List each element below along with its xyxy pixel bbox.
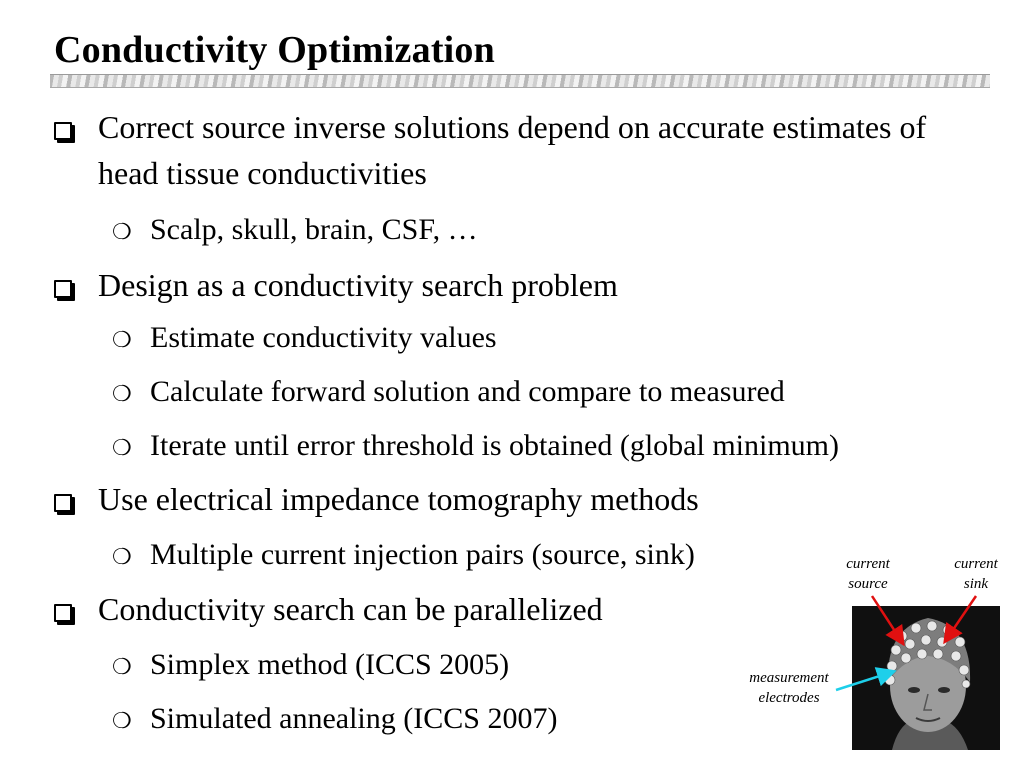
circle-bullet-icon: ❍ bbox=[112, 435, 132, 460]
bullet-item: Design as a conductivity search problem bbox=[98, 267, 618, 303]
circle-bullet-icon: ❍ bbox=[112, 654, 132, 679]
circle-bullet-icon: ❍ bbox=[112, 381, 132, 406]
circle-bullet-icon: ❍ bbox=[112, 544, 132, 569]
circle-bullet-icon: ❍ bbox=[112, 708, 132, 733]
sink-arrow bbox=[946, 596, 976, 640]
sub-bullet-item: Simulated annealing (ICCS 2007) bbox=[150, 702, 558, 735]
sub-bullet-item: Scalp, skull, brain, CSF, … bbox=[150, 213, 478, 246]
bullet-item: Correct source inverse solutions depend on accurate estimates of head tissue conductivities bbox=[98, 109, 927, 191]
sub-bullet-item: Simplex method (ICCS 2005) bbox=[150, 648, 510, 681]
bullet-item: Conductivity search can be parallelized bbox=[98, 591, 603, 627]
slide-title: Conductivity Optimization bbox=[54, 29, 495, 71]
bullet-item: Use electrical impedance tomography methods bbox=[98, 481, 699, 517]
sub-bullet-item: Estimate conductivity values bbox=[150, 321, 497, 354]
measurement-electrodes-text: measurement electrodes bbox=[749, 670, 829, 706]
circle-bullet-icon: ❍ bbox=[112, 327, 132, 352]
sub-bullet-item: Iterate until error threshold is obtained (global minimum) bbox=[150, 429, 839, 462]
source-arrow bbox=[872, 596, 902, 642]
sub-bullet-item: Calculate forward solution and compare to measured bbox=[150, 375, 785, 408]
sub-bullet-item: Multiple current injection pairs (source, sink) bbox=[150, 538, 695, 571]
circle-bullet-icon: ❍ bbox=[112, 219, 132, 244]
current-sink-text: current sink bbox=[954, 556, 998, 592]
electrodes-arrow bbox=[836, 672, 892, 690]
current-source-text: current source bbox=[846, 556, 890, 592]
